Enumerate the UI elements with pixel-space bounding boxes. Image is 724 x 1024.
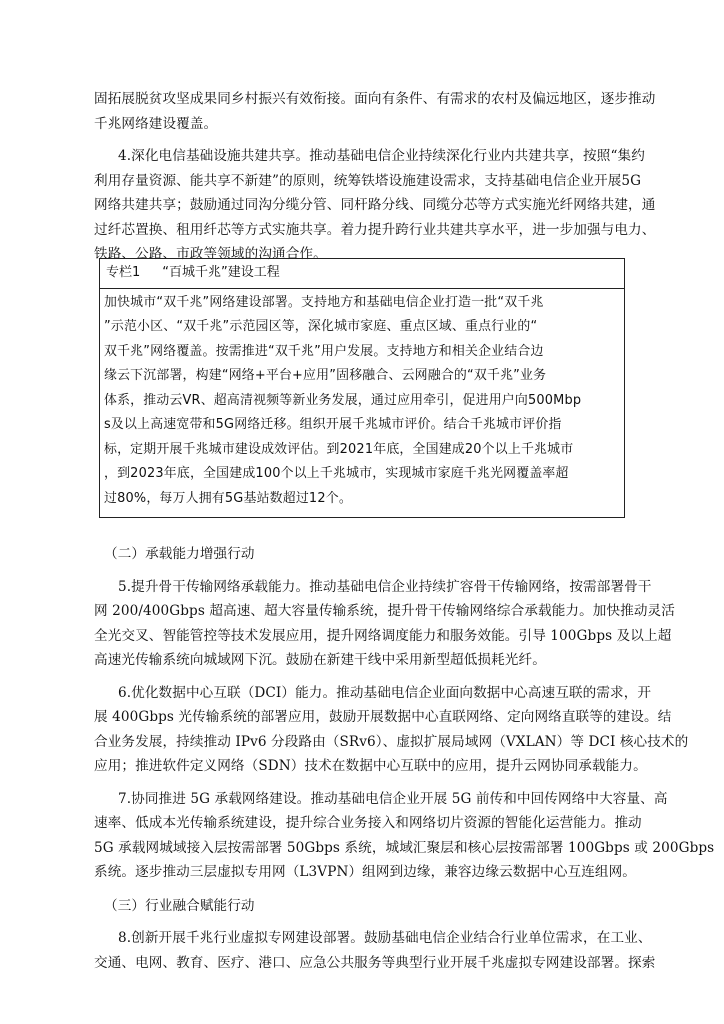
text-line: 过纤芯置换、租用纤芯等方式实施共享。着力提升跨行业共建共享水平，进一步加强与电力、 (94, 222, 656, 238)
text-line: 高速光传输系统向城域网下沉。鼓励在新建干线中采用新型超低损耗光纤。 (94, 652, 546, 668)
text-line: 8.创新开展千兆行业虚拟专网建设部署。鼓励基础电信企业结合行业单位需求，在工业、 (118, 930, 652, 946)
text-line: 网 200/400Gbps 超高速、超大容量传输系统，提升骨干传输网络综合承载能力。加快推动灵活 (94, 603, 675, 619)
text-line: 固拓展脱贫攻坚成果同乡村振兴有效衔接。面向有条件、有需求的农村及偏远地区，逐步推动 (94, 91, 656, 107)
text-line: 铁路、公路、市政等领域的沟通合作。 (94, 246, 327, 262)
text-line: 展 400Gbps 光传输系统的部署应用，鼓励开展数据中心直联网络、定向网络直联等的建设。结 (94, 709, 672, 725)
text-line: 系统。逐步推动三层虚拟专用网（L3VPN）组网到边缘，兼容边缘云数据中心互连组网。 (94, 864, 637, 880)
box-text-line: 加快城市“双千兆”网络建设部署。支持地方和基础电信企业打造一批“双千兆 (104, 295, 544, 310)
box-text-line: ，到2023年底，全国建成100个以上千兆城市，实现城市家庭千兆光网覆盖率超 (104, 466, 569, 481)
section-heading: （三）行业融合赋能行动 (104, 898, 255, 914)
text-line: 利用存量资源、能共享不新建”的原则，统筹铁塔设施建设需求，支持基础电信企业开展5G (94, 173, 642, 189)
box-text-line: 双千兆”网络覆盖。按需推进“双千兆”用户发展。支持地方和相关企业结合边 (104, 344, 544, 359)
box-text-line: ”示范小区、“双千兆”示范园区等，深化城市家庭、重点区域、重点行业的“ (104, 319, 538, 334)
text-line: 合业务发展，持续推动 IPv6 分段路由（SRv6）、虚拟扩展局域网（VXLAN）等 DCI 核心技术的 (94, 734, 689, 750)
box-label: 专栏1 (106, 265, 141, 280)
box-title-text: “百城千兆”建设工程 (162, 265, 280, 280)
section-heading: （二）承载能力增强行动 (104, 546, 255, 562)
text-line: 6.优化数据中心互联（DCI）能力。推动基础电信企业面向数据中心高速互联的需求，开 (118, 685, 652, 701)
text-line: 应用；推进软件定义网络（SDN）技术在数据中心互联中的应用，提升云网协同承载能力。 (94, 758, 647, 774)
box-text-line: 过80%，每万人拥有5G基站数超过12个。 (104, 491, 352, 506)
box-text-line: 缘云下沉部署，构建“网络+平台+应用”固移融合、云网融合的“双千兆”业务 (104, 368, 547, 383)
text-line: 全光交叉、智能管控等技术发展应用，提升网络调度能力和服务效能。引导 100Gbps 及以上超 (94, 628, 672, 644)
text-line: 7.协同推进 5G 承载网络建设。推动基础电信企业开展 5G 前传和中回传网络中大容量、高 (118, 791, 668, 807)
box-text-line: s及以上高速宽带和5G网络迁移。组织开展千兆城市评价。结合千兆城市评价指 (104, 417, 562, 432)
box-divider (100, 288, 624, 289)
text-line: 网络共建共享；鼓励通过同沟分缆分管、同杆路分线、同缆分芯等方式实施光纤网络共建，通 (94, 197, 656, 213)
box-text-line: 体系，推动云VR、超高清视频等新业务发展，通过应用牵引，促进用户向500Mbp (104, 393, 582, 408)
box-text-line: 标，定期开展千兆城市建设成效评估。到2021年底，全国建成20个以上千兆城市 (104, 442, 574, 457)
text-line: 4.深化电信基础设施共建共享。推动基础电信企业持续深化行业内共建共享，按照“集约 (118, 148, 645, 164)
text-line: 交通、电网、教育、医疗、港口、应急公共服务等典型行业开展千兆虚拟专网建设部署。探索 (94, 955, 656, 971)
box-title (106, 264, 280, 282)
text-line: 5.提升骨干传输网络承载能力。推动基础电信企业持续扩容骨干传输网络，按需部署骨干 (118, 579, 652, 595)
text-line: 速率、低成本光传输系统建设，提升综合业务接入和网络切片资源的智能化运营能力。推动 (94, 815, 642, 831)
text-line: 千兆网络建设覆盖。 (94, 116, 218, 132)
text-line: 5G 承载网城域接入层按需部署 50Gbps 系统，城域汇聚层和核心层按需部署 100Gbps 或 200Gbps (94, 840, 715, 856)
